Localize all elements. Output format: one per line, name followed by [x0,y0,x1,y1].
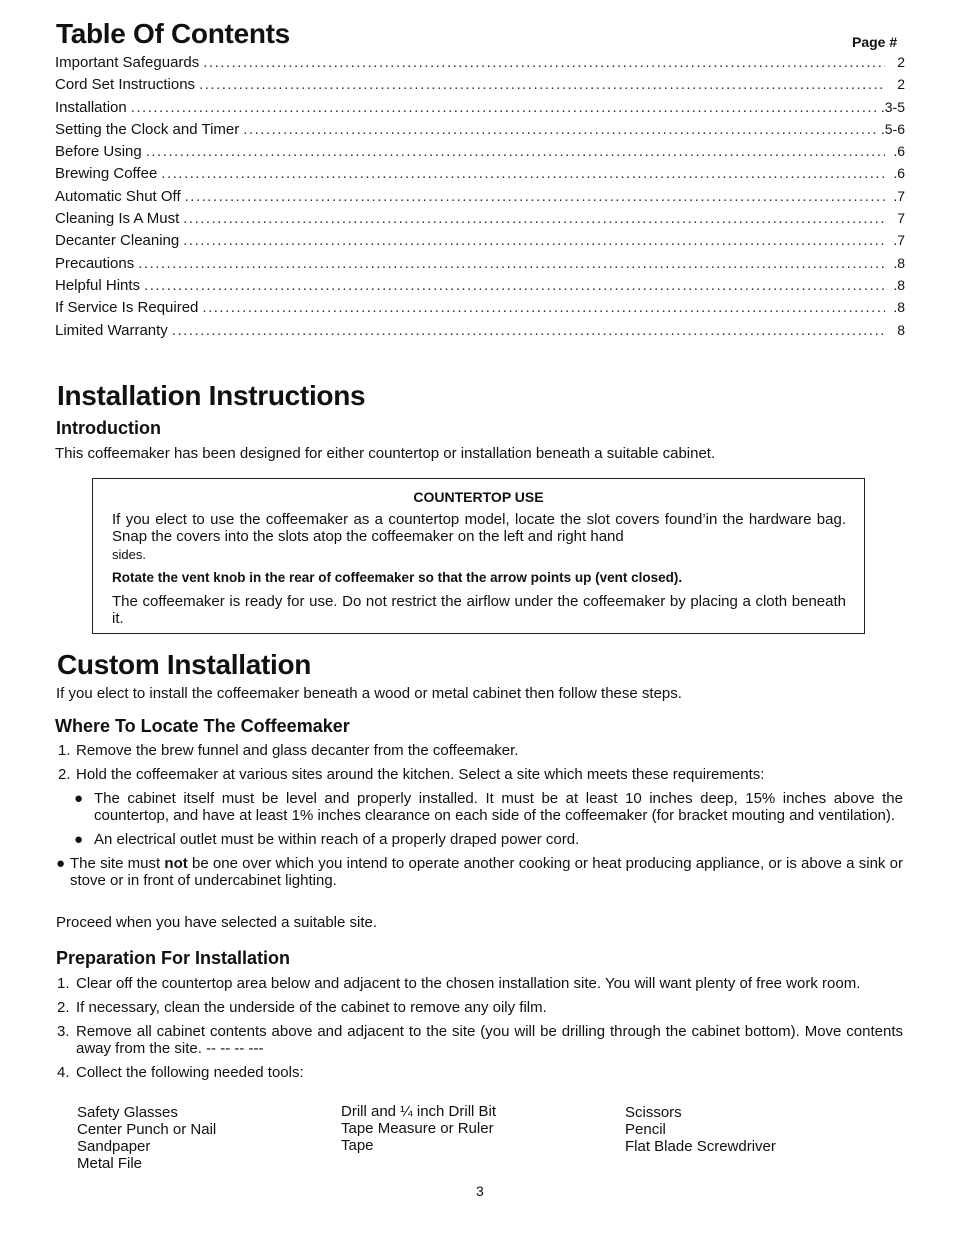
toc-leader [183,210,885,227]
toc-list [55,54,905,344]
countertop-use-title: COUNTERTOP USE [413,489,544,505]
step-text: Remove all cabinet contents above and adjacent to the site (you will be drilling through the cabinet bottom). Move contents away from the site. -- -- -- --- [76,1023,903,1057]
toc-leader [138,255,885,272]
list-item [57,1023,903,1057]
toc-entry [55,188,905,210]
toc-entry-page: 7 [897,210,905,227]
toc-entry-page: .8 [893,254,905,271]
toc-entry-label: Limited Warranty [55,321,168,339]
toc-entry-page: 8 [897,321,905,338]
toc-leader [185,188,885,205]
toc-leader [203,54,885,71]
step-text: Remove the brew funnel and glass decanter from the coffeemaker. [76,742,519,759]
toc-entry-label: Important Safeguards [55,54,200,71]
toc-entry [55,322,905,344]
tool-item: Sandpaper [77,1138,151,1155]
toc-entry [55,143,905,165]
toc-entry [55,121,905,143]
tool-item: Metal File [77,1155,143,1172]
list-item [57,999,903,1016]
installation-title: Installation Instructions [57,380,366,411]
tool-item: Pencil [625,1121,666,1138]
custom-installation-title: Custom Installation [57,649,312,680]
countertop-use-box [92,478,865,634]
bullet-icon: ● [74,790,84,807]
tool-item: Safety Glasses [77,1104,178,1121]
toc-entry [55,299,905,321]
toc-entry-label: Cleaning Is A Must [55,210,180,228]
where-to-locate-heading: Where To Locate The Coffeemaker [55,716,350,736]
page-number: 3 [476,1183,484,1199]
toc-leader [131,99,877,116]
toc-entry [55,232,905,254]
countertop-para-2: The coffeemaker is ready for use. Do not restrict the airflow under the coffeemaker by placing a cloth beneath it. [112,593,846,627]
toc-page-header: Page # [852,34,898,50]
tool-item: Center Punch or Nail [77,1121,217,1138]
toc-entry-page: .5-6 [880,120,905,137]
list-item [57,975,903,992]
toc-entry-page: .3-5 [880,98,905,115]
tool-item: Scissors [625,1104,682,1121]
step-text: Collect the following needed tools: [76,1064,304,1081]
custom-installation-intro: If you elect to install the coffeemaker beneath a wood or metal cabinet then follow these steps. [56,685,682,702]
toc-leader [172,322,885,339]
toc-entry [55,99,905,121]
toc-entry-label: Precautions [55,254,135,272]
toc-leader [199,76,885,93]
bullet-text: The cabinet itself must be level and properly installed. It must be at least 10 inches deep, 15% inches above the countertop, and have at least 1% inches clearance on each side of the coffeemaker (for bracket mouting and ventilation). [94,790,903,824]
toc-entry [55,165,905,187]
toc-entry [55,277,905,299]
toc-entry-label: Helpful Hints [55,276,141,294]
tool-item: Tape Measure or Ruler [341,1120,494,1137]
bullet-icon: ● [56,855,66,872]
step-text: Hold the coffeemaker at various sites around the kitchen. Select a site which meets these requirements: [76,766,765,783]
introduction-heading: Introduction [56,418,161,438]
list-item [74,831,903,848]
toc-entry [55,210,905,232]
toc-leader [144,277,885,294]
tool-item: Flat Blade Screwdriver [625,1138,776,1155]
toc-entry-label: If Service Is Required [55,299,199,317]
vent-knob-note: Rotate the vent knob in the rear of coffeemaker so that the arrow points up (vent closed). [112,570,683,585]
list-item [57,1064,903,1081]
bullet-icon: ● [74,831,84,848]
toc-leader [202,299,885,316]
toc-entry-page: .8 [893,299,905,316]
countertop-para-1: If you elect to use the coffeemaker as a countertop model, locate the slot covers found’in the hardware bag. Snap the covers into the slots atop the coffeemaker on the left and right hand [112,511,846,545]
toc-leader [161,165,885,182]
step-number: 1. [57,975,70,992]
proceed-text: Proceed when you have selected a suitable site. [56,914,378,931]
toc-entry-page: 2 [897,76,905,93]
step-text: Clear off the countertop area below and adjacent to the chosen installation site. You will want plenty of free work room. [76,975,861,992]
toc-entry-label: Brewing Coffee [55,165,158,183]
bullet-text-bold: not [164,855,188,872]
toc-entry-label: Cord Set Instructions [55,76,196,94]
step-text: If necessary, clean the underside of the cabinet to remove any oily film. [76,999,547,1016]
toc-entry-page: .8 [893,276,905,293]
toc-entry-label: Installation [55,98,127,116]
toc-entry-page: .7 [893,187,905,204]
step-number: 3. [57,1023,70,1040]
step-number: 2. [57,999,70,1016]
tools-column-1 [77,1104,216,1172]
bullet-text: An electrical outlet must be within reach of a properly draped power cord. [94,831,580,848]
tool-item: Tape [341,1137,374,1154]
tools-column-2 [341,1103,496,1154]
toc-title: Table Of Contents [56,18,290,49]
toc-entry [55,76,905,98]
bullet-text-pre: The site must [70,855,165,872]
toc-entry-label: Before Using [55,143,142,161]
toc-entry-label: Setting the Clock and Timer [55,120,240,138]
toc-entry-page: 2 [897,54,905,70]
toc-entry-page: .6 [893,143,905,160]
toc-entry [55,54,905,76]
toc-leader [146,143,885,160]
countertop-para-1-end: sides. [112,547,146,562]
list-item [58,766,903,783]
toc-leader [183,232,885,249]
preparation-steps [57,975,903,1088]
step-number: 2. [58,766,71,783]
toc-entry-page: .6 [893,165,905,182]
bullet-text-post: be one over which you intend to operate another cooking or heat producing appliance, or is above a sink or stove or in front of undercabinet lighting. [70,855,904,889]
introduction-text: This coffeemaker has been designed for either countertop or installation beneath a suitable cabinet. [55,445,716,462]
requirements-list [56,790,904,889]
list-item [74,790,903,824]
preparation-heading: Preparation For Installation [56,948,291,968]
toc-entry-label: Decanter Cleaning [55,232,180,250]
list-item [56,855,903,889]
toc-entry-label: Automatic Shut Off [55,187,181,205]
list-item [58,742,903,759]
toc-leader [243,121,877,138]
where-to-locate-steps [58,742,903,896]
step-number: 4. [57,1064,70,1081]
tools-column-3 [625,1104,776,1155]
toc-entry-page: .7 [893,232,905,249]
step-number: 1. [58,742,71,759]
tool-item: Drill and ¼ inch Drill Bit [341,1103,497,1120]
toc-entry [55,255,905,277]
